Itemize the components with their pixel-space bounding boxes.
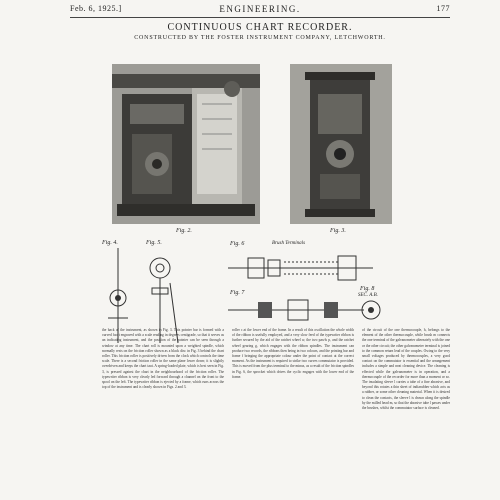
text-column-1: the back of the instrument, as shown in Fig. 3. This pointer bar is formed with a curved facet engraved with a scale reading in degrees centigrade, so that it serves as an indicating instrument, and the position of the pointer can be seen through a window at any time. The chart roll is mounted upon a weighted spindle, which normally rests on the friction roller shown as a black disc in Fig. 3 behind the chart roller. This friction roller is positively driven from the clock which controls the time scale. There is a second friction roller in the same plane lower down; it is slightly overdriven and keeps the chart taut. A spring-loaded plate, which is best seen in Fig. 3, is pressed against the chart in the neighbourhood of the friction roller. The typewriter ribbon is very clearly led forward through a channel on the front to the spool on the left. The typewriter ribbon is ejected by a frame, which runs across the top of the instrument and is clearly shown in Figs. 2 and 3. <box>102 328 224 390</box>
article-title: CONTINUOUS CHART RECORDER. <box>167 22 353 33</box>
fig4-label: Fig. 4. <box>102 240 118 246</box>
fig8-line-drawing <box>356 298 386 322</box>
fig6-line-drawing <box>228 250 378 286</box>
fig2-photograph <box>112 64 260 224</box>
journal-name: ENGINEERING. <box>219 4 301 14</box>
recorder-front-view-image <box>112 64 260 224</box>
fig6-brush-terminals-note: Brush Terminals <box>272 241 306 246</box>
fig3-photograph <box>290 64 392 224</box>
header-rule <box>70 17 450 18</box>
fig5-label: Fig. 5. <box>146 240 162 246</box>
text-column-2: roller c at the lower end of the frame. In a result of this oscillation the whole width of the ribbon is usefully employed, and a very slow feed of the typewriter ribbon is further secured by the aid of the ratchet wheel w, the two pawls p, and the ratchet wheel gearing g, which engages with the ribbon spindles. The instrument can produce two records, the ribbons then being in two colours, and the printing bar and frame f bringing the appropriate colour under the point of contact at the correct moment. As the instrument is required to strike two curves commutator is provided. This is moved from the plus terminal to the minus, as a result of the friction spindles in Fig. 6, the sprocket which drives the cyclic engages with the lower end of the frame. <box>232 328 354 379</box>
fig6-label: Fig. 6 <box>230 241 245 247</box>
recorder-side-view-image <box>290 64 392 224</box>
fig3-caption: Fig. 3. <box>330 228 346 234</box>
running-head <box>70 4 450 16</box>
article-subtitle: CONSTRUCTED BY THE FOSTER INSTRUMENT COMPANY, LETCHWORTH. <box>134 35 386 41</box>
fig8-label: Fig. 8 <box>360 286 375 292</box>
fig7-line-drawing <box>228 296 368 324</box>
page-number: 177 <box>436 4 450 13</box>
fig7-label: Fig. 7 <box>230 290 245 296</box>
text-column-3: of the circuit of the one thermocouple, h, belongs to the element of the other thermocouple, while brush m connects the one terminal of the galvanometer alternately with the one or the other circuit; the other galvanometer terminal is joined to the common return lead of the couples. Owing to the very small voltages produced by thermocouples, a very good contact on the commutator is essential and the arrangement includes a simple and neat cleaning device. The cleaning is effected while the galvanometer is in operation, and a thermocouple of the recorder for more than a moment or so. The insulating sleeve l carries a tube of a fine abrasive, and beyond this rotates a thin sheet of indiarubber which acts as a rubber, or some other cleaning material. When it is desired to clean the contacts, the sleeve l is drawn along the spindle by the milled head m, so that the abrasive tube l passes under the brushes, whilst the commutator surface is cleaned. <box>362 328 450 411</box>
fig8-section-note: SEC. A.B. <box>358 293 378 298</box>
issue-date: Feb. 6, 1925.] <box>70 4 122 13</box>
fig2-caption: Fig. 2. <box>176 228 192 234</box>
